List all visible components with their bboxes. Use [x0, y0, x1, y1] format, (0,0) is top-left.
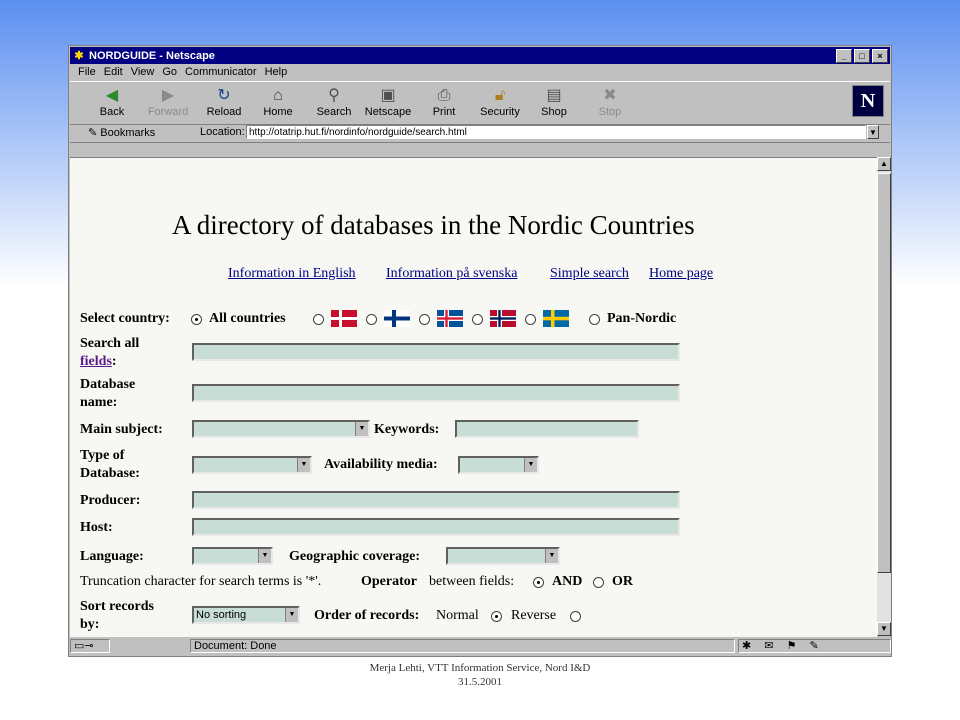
availability-media-select[interactable]	[458, 456, 539, 474]
scroll-down-button[interactable]: ▼	[877, 622, 891, 636]
navigator-icon[interactable]: ✱	[742, 640, 752, 652]
netscape-button[interactable]: ▣ Netscape	[362, 86, 414, 118]
navigation-toolbar	[70, 81, 890, 125]
geographic-coverage-select[interactable]	[446, 547, 560, 565]
chevron-down-icon: ▼	[545, 549, 558, 563]
stop-icon: ✖	[603, 87, 617, 104]
database-name-label-2: name:	[80, 395, 118, 410]
menu-file[interactable]: File	[78, 66, 96, 78]
sort-records-label-1: Sort records	[80, 599, 154, 614]
denmark-flag-icon	[331, 310, 357, 327]
all-countries-label: All countries	[209, 311, 286, 326]
netscape-app-icon: ✱	[74, 49, 84, 62]
radio-finland[interactable]	[366, 314, 377, 325]
reverse-label: Reverse	[511, 608, 557, 623]
database-name-input[interactable]	[192, 384, 680, 402]
bookmark-icon: ✎	[88, 127, 98, 139]
or-label: OR	[612, 574, 633, 589]
shop-icon: ▤	[546, 87, 562, 104]
search-all-label: Search all	[80, 336, 140, 351]
close-button[interactable]: ×	[872, 49, 888, 63]
maximize-button[interactable]: □	[854, 49, 870, 63]
availability-media-label: Availability media:	[324, 457, 438, 472]
radio-sweden[interactable]	[525, 314, 536, 325]
type-of-label-1: Type of	[80, 448, 125, 463]
connection-icon: ▭⊸	[70, 639, 110, 653]
select-country-label: Select country:	[80, 311, 170, 326]
link-information-svenska[interactable]: Information på svenska	[386, 266, 518, 281]
footer-credit: Merja Lehti, VTT Information Service, Nord I&D	[369, 662, 591, 674]
link-home-page[interactable]: Home page	[649, 266, 714, 281]
host-input[interactable]	[192, 518, 680, 536]
main-subject-select[interactable]	[192, 420, 370, 438]
radio-reverse[interactable]	[570, 611, 581, 622]
home-button[interactable]: ⌂ Home	[252, 86, 304, 118]
url-dropdown-button[interactable]: ▼	[867, 125, 879, 139]
sweden-flag-icon	[543, 310, 569, 327]
footer-date: 31.5.2001	[458, 676, 502, 688]
menu-edit[interactable]: Edit	[103, 66, 123, 78]
normal-label: Normal	[436, 608, 479, 623]
radio-and[interactable]	[533, 577, 544, 588]
geographic-coverage-label: Geographic coverage:	[289, 549, 421, 564]
netscape-logo: N	[852, 85, 884, 117]
order-of-records-label: Order of records:	[314, 608, 420, 623]
minimize-button[interactable]: _	[836, 49, 852, 63]
window-title: NORDGUIDE - Netscape	[89, 49, 215, 62]
fields-label: fields:	[80, 354, 117, 369]
browser-window	[68, 45, 892, 657]
search-icon: ⚲	[328, 87, 340, 104]
scroll-thumb[interactable]	[877, 173, 891, 573]
url-input[interactable]: http://otatrip.hut.fi/nordinfo/nordguide/search.html	[246, 125, 866, 139]
chevron-down-icon: ▼	[285, 608, 298, 622]
sort-records-label-2: by:	[80, 617, 100, 632]
shop-button[interactable]: ▤ Shop	[528, 86, 580, 118]
host-label: Host:	[80, 520, 113, 535]
producer-input[interactable]	[192, 491, 680, 509]
type-of-label-2: Database:	[80, 466, 140, 481]
chevron-down-icon: ▼	[297, 458, 310, 472]
fields-link[interactable]: fields	[80, 354, 112, 369]
truncation-text: Truncation character for search terms is '*'.	[80, 574, 322, 589]
component-bar	[738, 639, 891, 653]
main-subject-label: Main subject:	[80, 422, 163, 437]
menu-bar	[70, 64, 890, 80]
discussion-icon[interactable]: ⚑	[786, 640, 797, 652]
back-arrow-icon: ◀	[105, 87, 119, 104]
forward-button[interactable]: ▶ Forward	[142, 86, 194, 118]
menu-help[interactable]: Help	[264, 66, 288, 78]
producer-label: Producer:	[80, 493, 141, 508]
link-information-english[interactable]: Information in English	[228, 266, 356, 281]
location-label: Location:	[200, 126, 245, 138]
reload-icon: ↻	[217, 87, 231, 104]
print-button[interactable]: ⎙ Print	[418, 86, 470, 118]
operator-label: Operator	[361, 574, 417, 589]
chevron-down-icon: ▼	[355, 422, 368, 436]
chevron-down-icon: ▼	[524, 458, 537, 472]
radio-norway[interactable]	[472, 314, 483, 325]
radio-pan-nordic[interactable]	[589, 314, 600, 325]
status-text: Document: Done	[190, 639, 735, 653]
between-fields-label: between fields:	[429, 574, 515, 589]
radio-normal[interactable]	[491, 611, 502, 622]
type-of-database-select[interactable]	[192, 456, 312, 474]
scroll-up-button[interactable]: ▲	[877, 157, 891, 171]
reload-button[interactable]: ↻ Reload	[198, 86, 250, 118]
finland-flag-icon	[384, 310, 410, 327]
keywords-label: Keywords:	[374, 422, 440, 437]
search-all-fields-input[interactable]	[192, 343, 680, 361]
pan-nordic-label: Pan-Nordic	[607, 311, 677, 326]
home-icon: ⌂	[273, 87, 283, 104]
page-title: A directory of databases in the Nordic Countries	[172, 210, 695, 240]
sort-records-select[interactable]: No sorting ▼	[192, 606, 300, 624]
title-bar	[70, 47, 890, 64]
link-simple-search[interactable]: Simple search	[550, 266, 629, 281]
menu-view[interactable]: View	[130, 66, 155, 78]
radio-or[interactable]	[593, 577, 604, 588]
chevron-down-icon: ▼	[258, 549, 271, 563]
radio-all-countries[interactable]	[191, 314, 202, 325]
radio-iceland[interactable]	[419, 314, 430, 325]
search-button[interactable]: ⚲ Search	[308, 86, 360, 118]
vertical-scrollbar[interactable]	[877, 157, 891, 636]
netscape-icon: ▣	[380, 87, 396, 104]
location-bar	[70, 124, 890, 143]
menu-communicator[interactable]: Communicator	[185, 66, 257, 78]
status-bar	[70, 638, 890, 655]
forward-arrow-icon: ▶	[161, 87, 175, 104]
stop-button[interactable]: ✖ Stop	[584, 86, 636, 118]
print-icon: ⎙	[437, 87, 451, 104]
back-button[interactable]: ◀ Back	[86, 86, 138, 118]
page-content	[70, 157, 877, 637]
language-select[interactable]	[192, 547, 273, 565]
database-name-label-1: Database	[80, 377, 136, 392]
and-label: AND	[552, 574, 583, 589]
mail-icon[interactable]: ✉	[764, 640, 774, 652]
composer-icon[interactable]: ✎	[809, 640, 819, 652]
keywords-input[interactable]	[455, 420, 639, 438]
lock-icon: 🔓︎	[494, 87, 506, 104]
menu-go[interactable]: Go	[162, 66, 178, 78]
language-label: Language:	[80, 549, 144, 564]
radio-denmark[interactable]	[313, 314, 324, 325]
bookmarks-button[interactable]: ✎ Bookmarks	[88, 127, 156, 139]
security-button[interactable]: 🔓︎ Security	[474, 86, 526, 118]
norway-flag-icon	[490, 310, 516, 327]
iceland-flag-icon	[437, 310, 463, 327]
